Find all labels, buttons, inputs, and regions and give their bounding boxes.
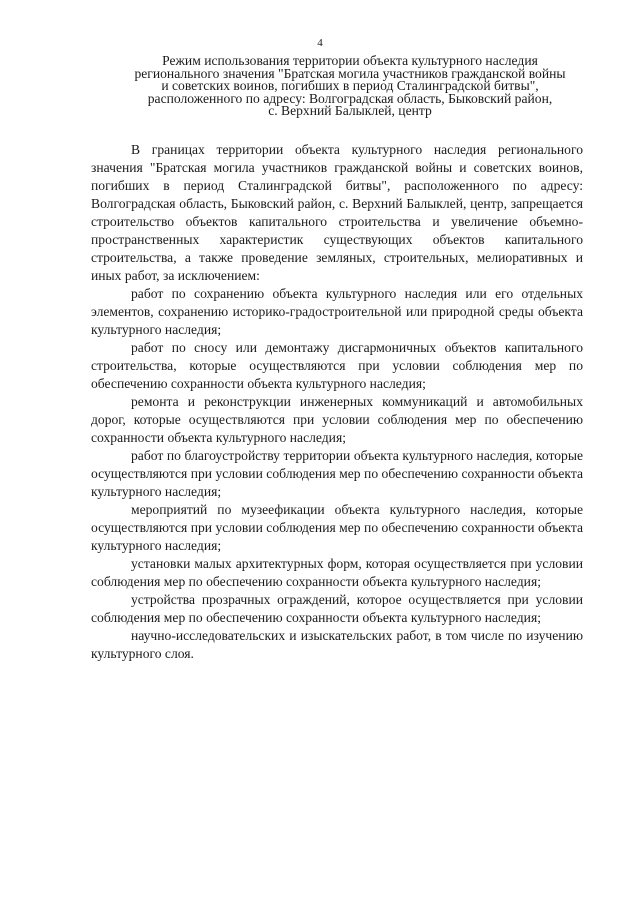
- page-number: 4: [317, 37, 323, 49]
- exception-item: устройства прозрачных ограждений, которое осуществляется при условии соблюдения мер по обеспечению сохранности объекта культурного наследия;: [91, 592, 583, 625]
- document-heading: [70, 55, 630, 118]
- exception-item: установки малых архитектурных форм, которая осуществляется при условии соблюдения мер по обеспечению сохранности объекта культурного наследия;: [91, 556, 583, 589]
- intro-paragraph: В границах территории объекта культурного наследия регионального значения "Братская могила участников гражданской войны и советских воинов, погибших в период Сталинградской битвы", расположенного по адресу: Волгоградская область, Быковский район, с. Верхний Балыклей, центр, запрещается строительство объектов капитального строительства и увеличение объемно-пространственных характеристик существующих объектов капитального строительства, а также проведение земляных, строительных, мелиоративных и иных работ, за исключением:: [91, 142, 583, 283]
- heading-line: Режим использования территории объекта культурного наследия: [162, 53, 538, 68]
- exception-item: мероприятий по музеефикации объекта культурного наследия, которые осуществляются при условии соблюдения мер по обеспечению сохранности объекта культурного наследия;: [91, 502, 583, 553]
- document-body: [91, 141, 583, 663]
- heading-line: с. Верхний Балыклей, центр: [268, 103, 432, 119]
- exception-item: ремонта и реконструкции инженерных коммуникаций и автомобильных дорог, которые осуществляются при условии соблюдения мер по обеспечению сохранности объекта культурного наследия;: [91, 394, 583, 445]
- exception-item: научно-исследовательских и изыскательских работ, в том числе по изучению культурного слоя.: [91, 628, 583, 661]
- heading-line: расположенного по адресу: Волгоградская область, Быковский район,: [147, 90, 553, 106]
- exception-item: работ по сносу или демонтажу дисгармоничных объектов капитального строительства, которые осуществляются при условии соблюдения мер по обеспечению сохранности объекта культурного наследия;: [91, 340, 583, 391]
- exception-item: работ по благоустройству территории объекта культурного наследия, которые осуществляются при условии соблюдения мер по обеспечению сохранности объекта культурного наследия;: [91, 448, 583, 499]
- heading-line: регионального значения "Братская могила участников гражданской войны: [134, 65, 566, 81]
- heading-line: и советских воинов, погибших в период Сталинградской битвы",: [161, 78, 539, 94]
- exception-item: работ по сохранению объекта культурного наследия или его отдельных элементов, сохранению историко-градостроительной или природной среды объекта культурного наследия;: [91, 286, 583, 337]
